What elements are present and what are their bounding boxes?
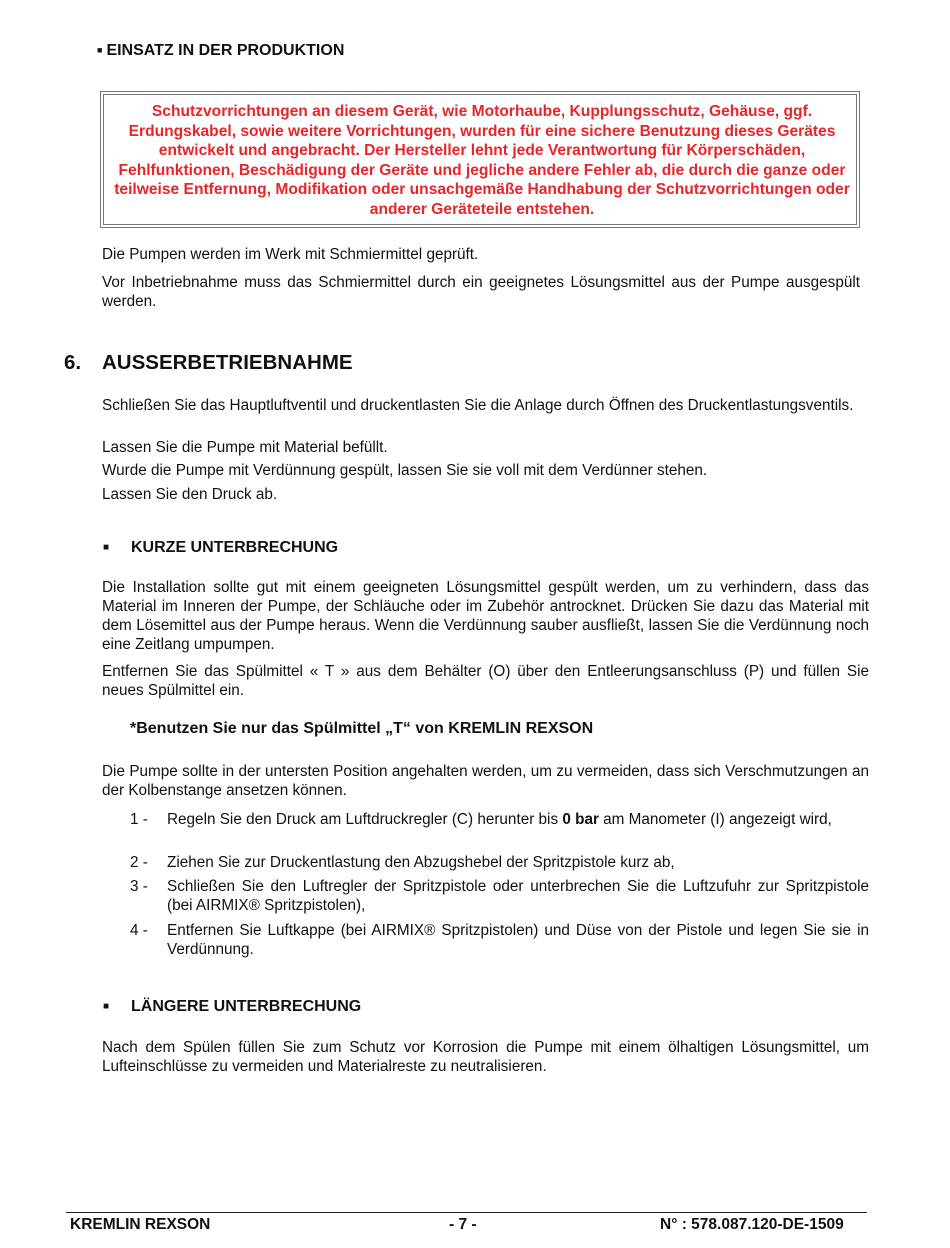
safety-warning-text: Schutzvorrichtungen an diesem Gerät, wie Motorhaube, Kupplungsschutz, Gehäuse, ggf. Erdungskabel, sowie weitere Vorrichtungen, wurden für eine sichere Benutzung dieses Gerätes entwickelt und angebracht. Der Hersteller lehnt jede Verantwortung für Körperschäden, Fehlfunktionen, Beschädigung der Geräte und jegliche andere Fehler ab, die durch die ganze oder teilweise Entfernung, Modifikation oder unsachgemäße Handhabung der Schutzvorrichtungen oder anderer Geräteteile entstehen. — [114, 103, 850, 218]
step-item-3 — [130, 877, 869, 917]
kurze-paragraph-2: Entfernen Sie das Spülmittel « T » aus dem Behälter (O) über den Entleerungsanschluss (P) und füllen Sie neues Spülmittel ein. — [102, 663, 869, 699]
subsection-laengere-header — [103, 998, 109, 1016]
footer-page-number: - 7 - — [449, 1216, 477, 1233]
step-number: 1 - — [130, 811, 148, 828]
square-bullet-icon: ■ — [103, 542, 110, 553]
subsection-laengere-title: LÄNGERE UNTERBRECHUNG — [131, 998, 362, 1015]
step-text: Schließen Sie den Luftregler der Spritzpistole oder unterbrechen Sie die Luftzufuhr zur Spritzpistole (bei AIRMIX® Spritzpistolen), — [167, 878, 869, 914]
step-item-1 — [130, 810, 869, 850]
laengere-paragraph-1: Nach dem Spülen füllen Sie zum Schutz vor Korrosion die Pumpe mit einem ölhaltigen Lösungsmittel, um Lufteinschlüsse zu vermeiden und Materialreste zu neutralisieren. — [102, 1039, 869, 1075]
step-number: 3 - — [130, 878, 148, 895]
step-item-4 — [130, 921, 869, 961]
kurze-paragraph-1: Die Installation sollte gut mit einem geeigneten Lösungsmittel gespült werden, um zu verhindern, dass das Material im Inneren der Pumpe, der Schläuche oder im Zubehör antrocknet. Drücken Sie dazu das Material mit dem Lösemittel aus der Pumpe heraus. Wenn die Verdünnung sauber ausfließt, lassen Sie die Verdünnung noch eine Zeitlang umpumpen. — [102, 579, 869, 653]
step-text-part: Regeln Sie den Druck am Luftdruckregler (C) herunter bis — [167, 811, 563, 828]
section6-paragraph-2: Lassen Sie die Pumpe mit Material befüllt. — [102, 439, 388, 456]
step-number: 4 - — [130, 922, 148, 939]
step-text-part: am Manometer (I) angezeigt wird, — [598, 811, 832, 828]
step-text: Entfernen Sie Luftkappe (bei AIRMIX® Spritzpistolen) und Düse von der Pistole und legen Sie sie in Verdünnung. — [167, 922, 869, 958]
section6-paragraph-1: Schließen Sie das Hauptluftventil und druckentlasten Sie die Anlage durch Öffnen des Druckentlastungsventils. — [102, 397, 854, 414]
step-text-bold: 0 bar — [562, 811, 599, 828]
intro-paragraph-2: Vor Inbetriebnahme muss das Schmiermittel durch ein geeignetes Lösungsmittel aus der Pumpe ausgespült werden. — [102, 274, 860, 310]
subsection-kurze-title: KURZE UNTERBRECHUNG — [131, 539, 339, 556]
section-title: AUSSERBETRIEBNAHME — [102, 351, 353, 374]
intro-paragraph-1: Die Pumpen werden im Werk mit Schmiermittel geprüft. — [102, 246, 479, 263]
footer-divider — [66, 1212, 867, 1213]
step-number: 2 - — [130, 854, 148, 871]
safety-warning-box — [100, 91, 860, 228]
footer-doc-number: N° : 578.087.120-DE-1509 — [660, 1216, 844, 1233]
section-header-title: EINSATZ IN DER PRODUKTION — [106, 42, 345, 59]
section-number: 6. — [64, 351, 82, 374]
kurze-paragraph-3: Die Pumpe sollte in der untersten Position angehalten werden, um zu vermeiden, dass sich Verschmutzungen an der Kolbenstange ansetzen können. — [102, 763, 869, 799]
square-bullet-icon: ■ — [97, 45, 103, 55]
footer-company: KREMLIN REXSON — [70, 1216, 211, 1233]
step-text — [167, 810, 869, 829]
section6-paragraph-3: Wurde die Pumpe mit Verdünnung gespült, lassen Sie sie voll mit dem Verdünner stehen. — [102, 462, 708, 479]
kurze-note: *Benutzen Sie nur das Spülmittel „T“ von KREMLIN REXSON — [130, 720, 594, 737]
subsection-kurze-header — [103, 539, 109, 557]
square-bullet-icon: ■ — [103, 1001, 110, 1012]
section-header — [97, 42, 344, 60]
step-item-2 — [130, 853, 869, 873]
section6-paragraph-4: Lassen Sie den Druck ab. — [102, 486, 278, 503]
step-text: Ziehen Sie zur Druckentlastung den Abzugshebel der Spritzpistole kurz ab, — [167, 854, 675, 871]
